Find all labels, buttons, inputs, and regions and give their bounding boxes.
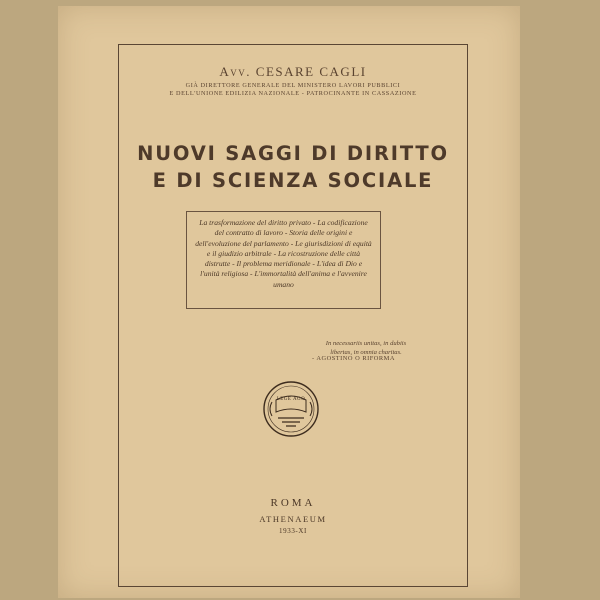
imprint-city: ROMA: [270, 497, 316, 509]
title-line: E DI SCIENZA SOCIALE: [152, 169, 434, 192]
emblem-inscription: LEGE AGO: [276, 397, 306, 402]
author-role-line: E DELL'UNIONE EDILIZIA NAZIONALE - PATROCINANTE IN CASSAZIONE: [169, 90, 417, 98]
book-title: [118, 140, 468, 194]
author-role-line: GIÀ DIRETTORE GENERALE DEL MINISTERO LAVORI PUBBLICI: [185, 82, 401, 89]
publisher-emblem-icon: [260, 378, 322, 440]
contents-box: [186, 211, 381, 309]
title-line: NUOVI SAGGI DI DIRITTO: [137, 142, 449, 165]
author-roles: [118, 82, 468, 99]
imprint-year: 1933-XI: [279, 527, 307, 535]
contents-text: La trasformazione del diritto privato - La codificazione del contratto di lavoro - Storia delle origini e dell'evoluzione del parlamento - Le giurisdizioni di equità e il giudizio arbitrale - La ricostruzione delle città distrutte - Il problema meridionale - L'idea di Dio e l'unità religiosa - L'immortalità dell'anima e l'avvenire umano: [195, 218, 372, 289]
author-name: Avv. CESARE CAGLI: [219, 64, 367, 79]
epigraph-source: - AGOSTINO O RIFORMA: [312, 355, 395, 362]
imprint-publisher: ATHENAEUM: [259, 514, 327, 524]
epigraph-line: In necessariis unitas, in dubiis: [325, 340, 407, 347]
epigraph-line: libertas, in omnia charitas.: [330, 349, 402, 356]
